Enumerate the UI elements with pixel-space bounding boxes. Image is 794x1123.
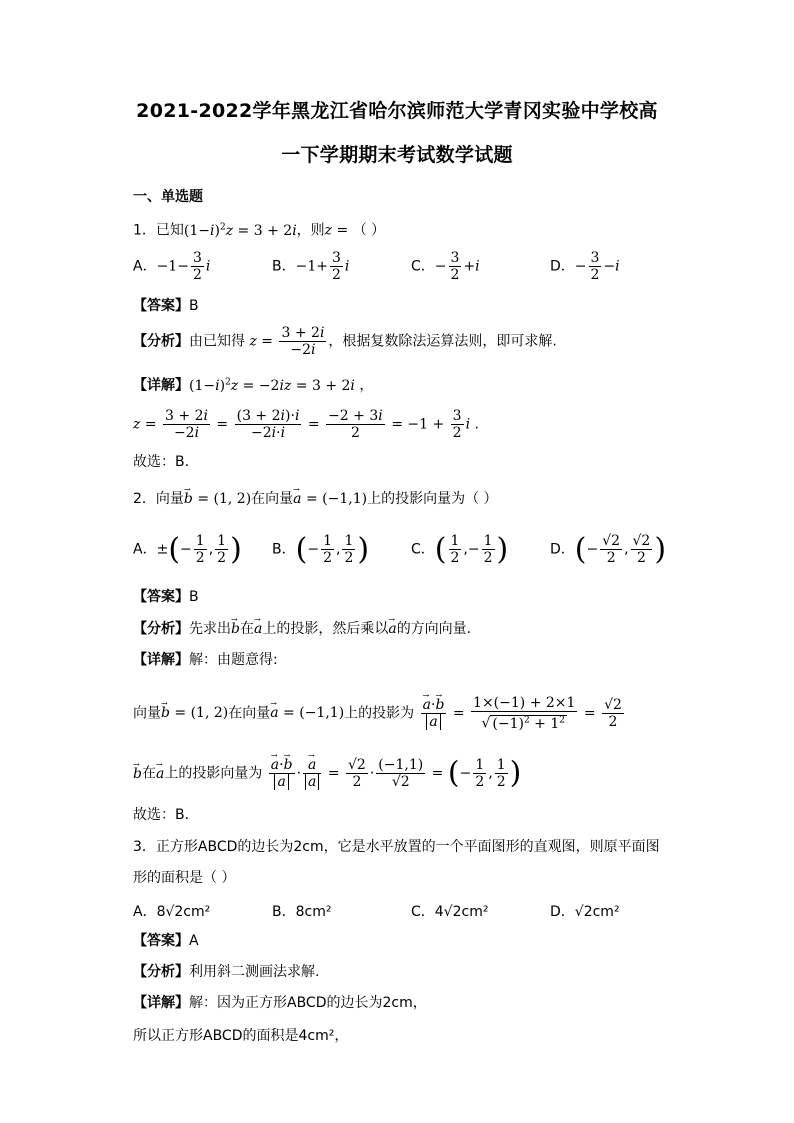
page-subtitle: 一下学期期末考试数学试题 bbox=[281, 144, 513, 166]
q3-analysis: 【分析】利用斜二测画法求解. bbox=[133, 964, 320, 980]
q2-option-d: D．(− $\frac{√2}{2}$ , $\frac{√2}{2}$ ) bbox=[550, 532, 667, 567]
q2-detail-vector: → b在→ a上的投影向量为 → $\frac{a\cdot\to b}{a}$ · → $\frac{a}{a}$ = $\frac{√2}{2}$ · $\frac{(-1,1)}{√2}$ = (− $\frac{1}{2}$ , $\frac{1}{2}$ ) bbox=[133, 757, 521, 790]
q3-detail: 【详解】解：因为正方形ABCD的边长为2cm， bbox=[133, 995, 427, 1011]
q3-stem-line1: 3．正方形ABCD的边长为2cm，它是水平放置的一个平面图形的直观图，则原平面图 bbox=[133, 839, 660, 855]
q2-answer: 【答案】B bbox=[133, 589, 199, 605]
page-title: 2021-2022学年黑龙江省哈尔滨师范大学青冈实验中学校高 bbox=[136, 100, 658, 122]
section-heading: 一、单选题 bbox=[133, 189, 203, 205]
q2-choose: 故选：B． bbox=[133, 807, 199, 823]
q3-option-b: B．8cm² bbox=[272, 904, 332, 920]
q2-option-b: B．(− $\frac{1}{2}$ , $\frac{1}{2}$ ) bbox=[272, 532, 370, 567]
q1-option-a: A．−1− $\frac{3}{2}$ i bbox=[133, 250, 211, 283]
q1-analysis: 【分析】由已知得 z = $\frac{3 + 2i}{-2i}$ ，根据复数除法运算法则，即可求解. bbox=[133, 325, 557, 358]
q3-stem-line2: 形的面积是（ ） bbox=[133, 870, 236, 886]
q3-answer: 【答案】A bbox=[133, 933, 199, 949]
q3-option-c: C．4√2cm² bbox=[411, 904, 489, 920]
q1-detail-equation: z = $\frac{3 + 2i}{-2i}$ = $\frac{(3 + 2i)\cdot i}{-2i\cdot i}$ = $\frac{-2 + 3i}{2}$ = −1 + $\frac{3}{2}$ i . bbox=[133, 408, 479, 441]
q2-analysis: 【分析】先求出→ b在→ a上的投影，然后乘以→ a的方向向量. bbox=[133, 620, 471, 638]
q1-stem: 1．已知$(1-i)^2z = 3 + 2i$，则z = （ ） bbox=[133, 222, 386, 239]
q2-detail: 【详解】解：由题意得: bbox=[133, 652, 278, 668]
q3-option-d: D．√2cm² bbox=[550, 904, 620, 920]
q3-option-a: A．8√2cm² bbox=[133, 904, 211, 920]
q1-choose: 故选：B. bbox=[133, 454, 190, 470]
q2-option-a: A．±(− $\frac{1}{2}$ , $\frac{1}{2}$ ) bbox=[133, 532, 242, 567]
q1-option-b: B．−1+ $\frac{3}{2}$ i bbox=[272, 250, 350, 283]
q1-option-c: C．− $\frac{3}{2}$ +i bbox=[411, 250, 480, 283]
q2-detail-projection: 向量→ b = (1, 2)在向量→ a = (−1,1)上的投影为 → $\frac{a\cdot\to b}{a}$ = $\frac{1\times(-1) + 2\times 1}{√ (-1)^2 + 1^2}$ = $\frac{√2}{2}$ bbox=[133, 695, 626, 732]
q3-detail-area: 所以正方形ABCD的面积是4cm²， bbox=[133, 1028, 349, 1044]
q2-option-c: C．( $\frac{1}{2}$ ,− $\frac{1}{2}$ ) bbox=[411, 532, 509, 567]
q1-option-d: D．− $\frac{3}{2}$ −i bbox=[550, 250, 620, 283]
q1-answer: 【答案】B bbox=[133, 298, 199, 314]
q2-stem: 2．向量→ b = (1, 2)在向量→ a = (−1,1)上的投影向量为（ ） bbox=[133, 490, 498, 508]
q1-detail: 【详解】$(1-i)^2z = -2iz = 3 + 2i$ ， bbox=[133, 377, 374, 394]
